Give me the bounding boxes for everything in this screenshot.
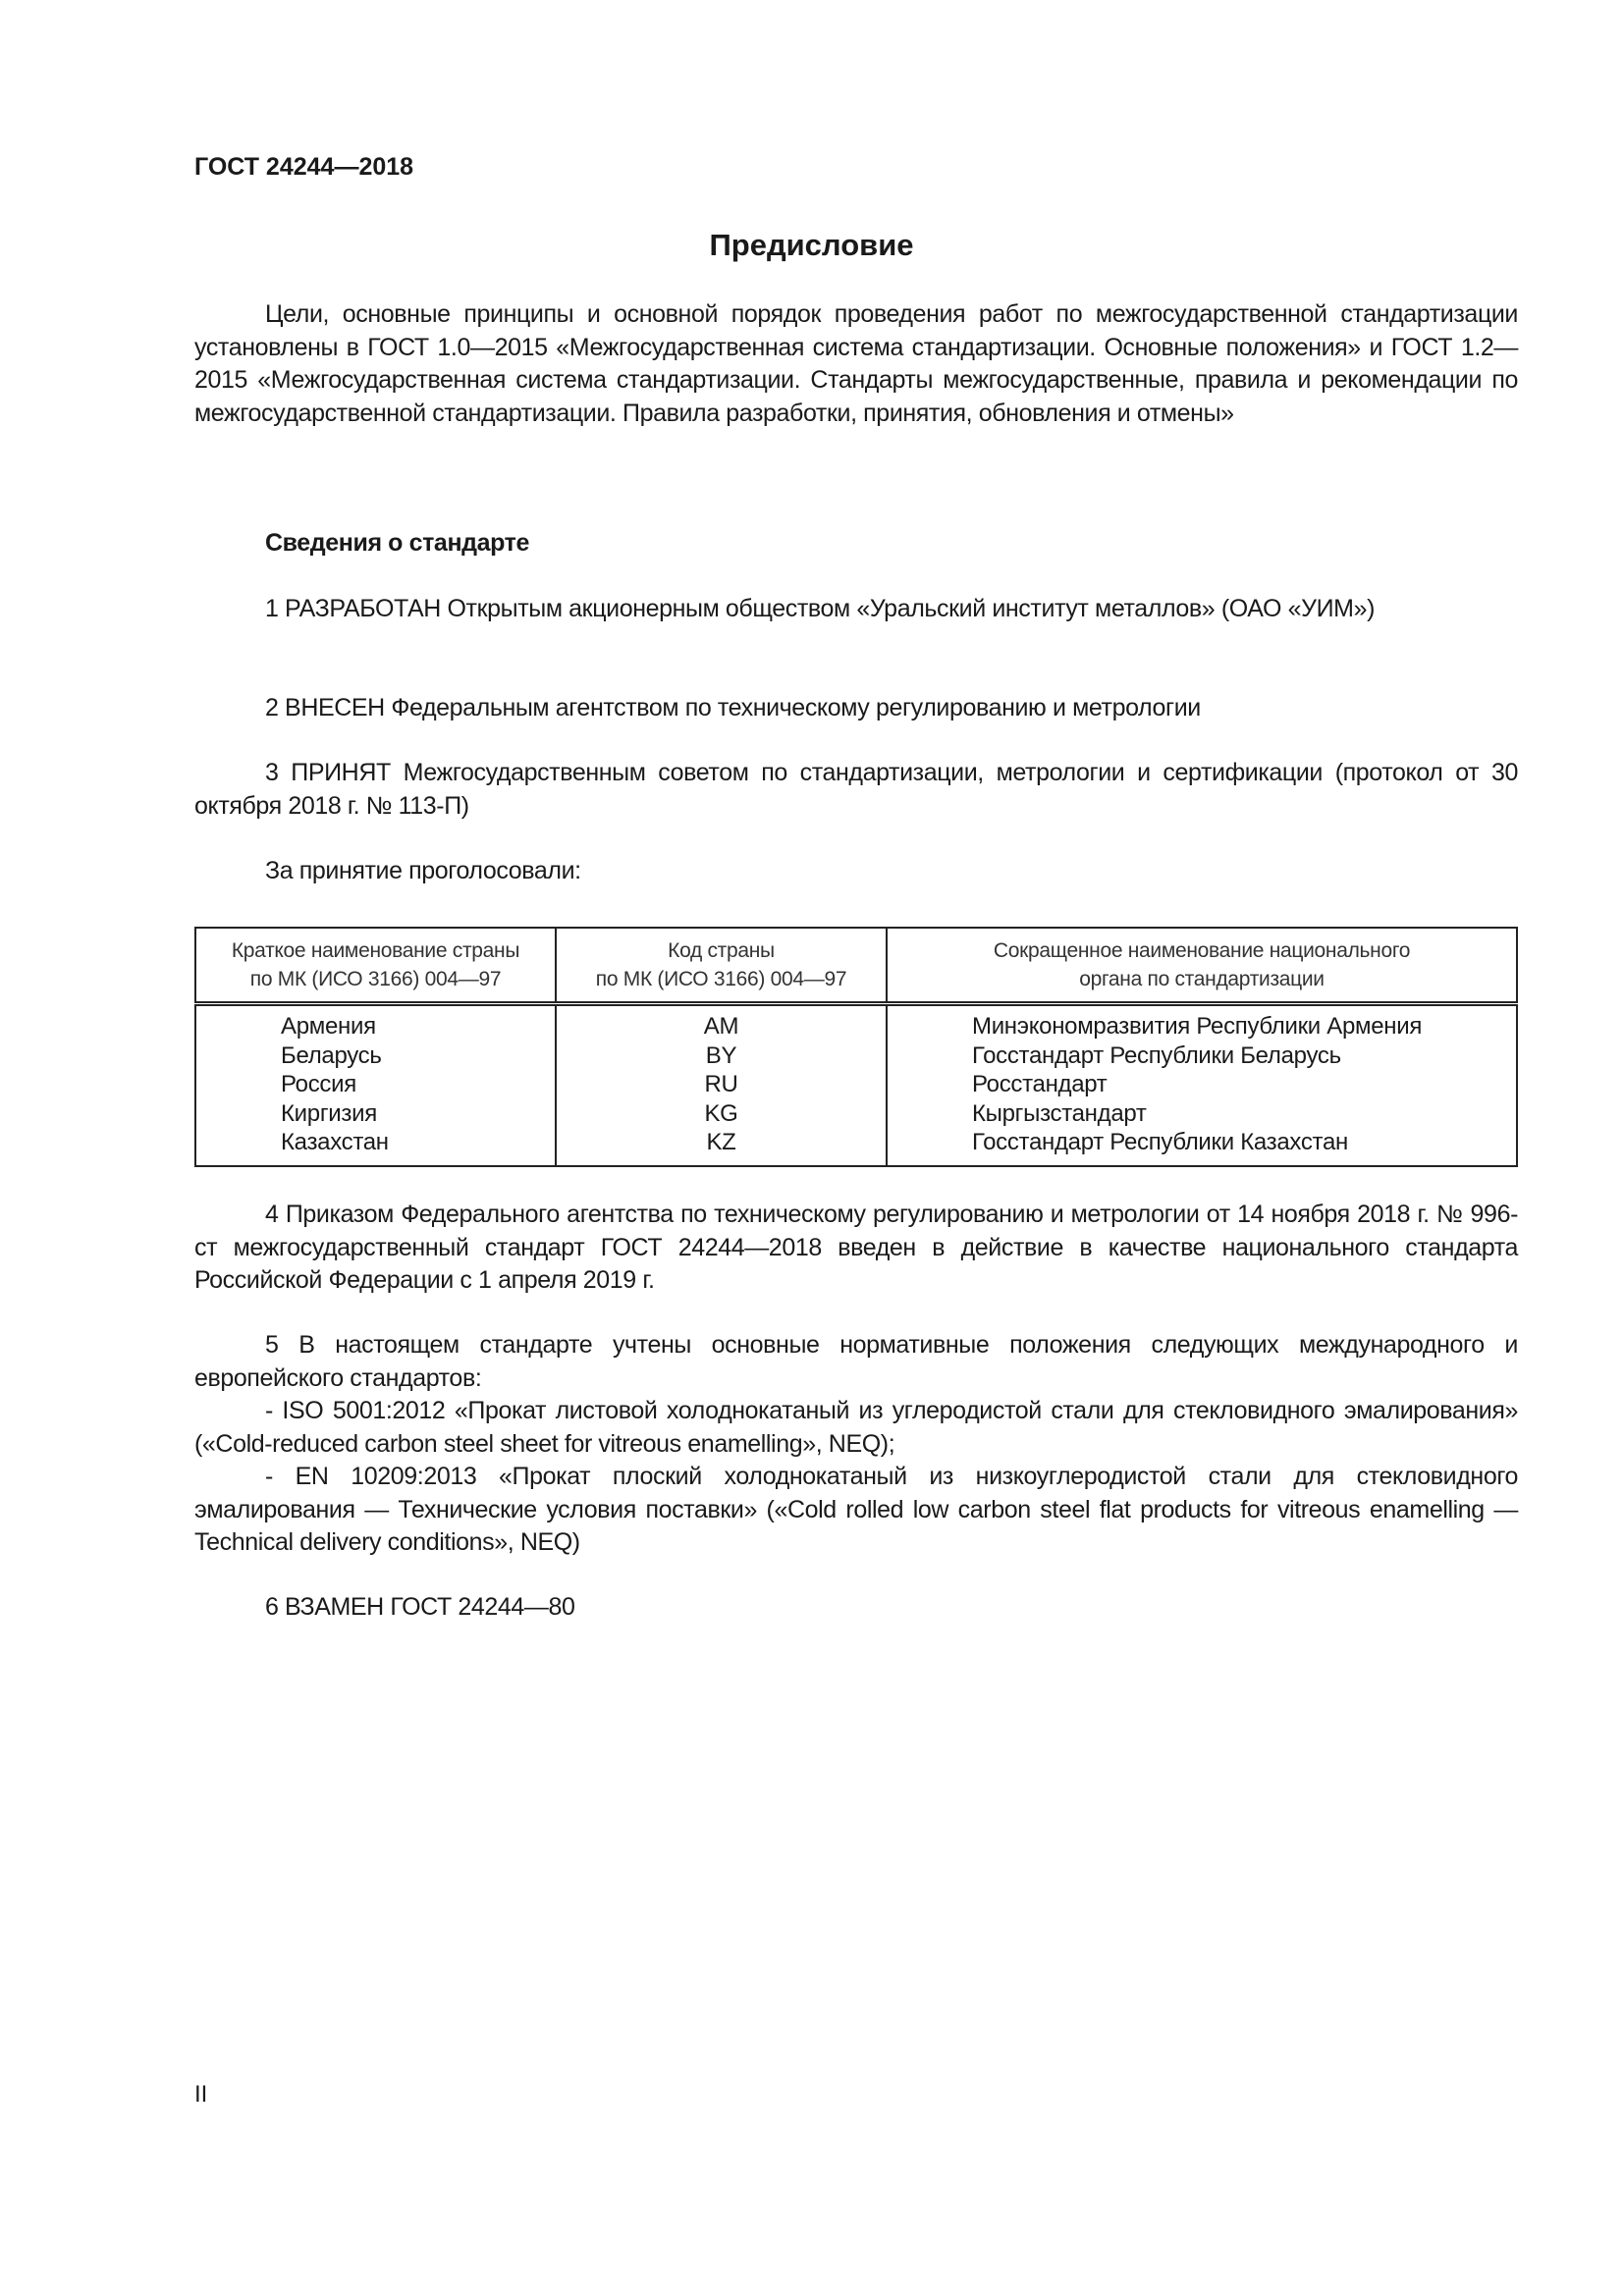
header-body: Сокращенное наименование национального органа по стандартизации xyxy=(887,928,1517,1004)
paragraph-6: 6 ВЗАМЕН ГОСТ 24244—80 xyxy=(265,1593,575,1621)
paragraph-4: 4 Приказом Федерального агентства по техническому регулированию и метрологии от 14 ноября 2018 г. № 996-ст межгосударственный стандарт ГОСТ 24244—2018 введен в действие в качестве национального стандарта Российской Федерации с 1 апреля 2019 г. xyxy=(194,1201,1518,1294)
table-header-row xyxy=(195,928,1517,1004)
page-number: II xyxy=(194,2081,208,2108)
body-cell: Минэкономразвития Республики Армения Госстандарт Республики Беларусь Росстандарт Кыргызстандарт Госстандарт Республики Казахстан xyxy=(972,1013,1423,1155)
document-header: ГОСТ 24244—2018 xyxy=(194,153,414,181)
paragraph-5-iso: - ISO 5001:2012 «Прокат листовой холоднокатаный из углеродистой стали для стекловидного эмалирования» («Cold-reduced carbon steel sheet for vitreous enamelling», NEQ); xyxy=(194,1397,1518,1458)
header-code: Код страны по МК (ИСО 3166) 004—97 xyxy=(556,928,887,1004)
paragraph-3: 3 ПРИНЯТ Межгосударственным советом по стандартизации, метрологии и сертификации (протокол от 30 октября 2018 г. № 113-П) xyxy=(194,759,1518,820)
code-cell: AM BY RU KG KZ xyxy=(556,1004,887,1166)
country-cell: Армения Беларусь Россия Киргизия Казахстан xyxy=(195,1004,556,1166)
paragraph-5-en: - EN 10209:2013 «Прокат плоский холоднокатаный из низкоуглеродистой стали для стекловидного эмалирования — Технические условия поставки» («Cold rolled low carbon steel flat products for vitreous enamelling — Technical delivery conditions», NEQ) xyxy=(194,1463,1518,1556)
section-title: Сведения о стандарте xyxy=(265,529,530,557)
table-row xyxy=(195,1004,1517,1166)
voted-label: За принятие проголосовали: xyxy=(265,857,581,884)
voting-table xyxy=(194,927,1518,1167)
paragraph-5: 5 В настоящем стандарте учтены основные нормативные положения следующих международного и европейского стандартов: xyxy=(194,1331,1518,1392)
page-title: Предисловие xyxy=(709,228,914,262)
header-country: Краткое наименование страны по МК (ИСО 3166) 004—97 xyxy=(195,928,556,1004)
paragraph-2: 2 ВНЕСЕН Федеральным агентством по техническому регулированию и метрологии xyxy=(265,694,1201,721)
intro-paragraph: Цели, основные принципы и основной порядок проведения работ по межгосударственной стандартизации установлены в ГОСТ 1.0—2015 «Межгосударственная система стандартизации. Основные положения» и ГОСТ 1.2—2015 «Межгосударственная система стандартизации. Стандарты межгосударственные, правила и рекомендации по межгосударственной стандартизации. Правила разработки, принятия, обновления и отмены» xyxy=(194,300,1518,427)
paragraph-1: 1 РАЗРАБОТАН Открытым акционерным обществом «Уральский институт металлов» (ОАО «УИМ») xyxy=(265,595,1376,622)
